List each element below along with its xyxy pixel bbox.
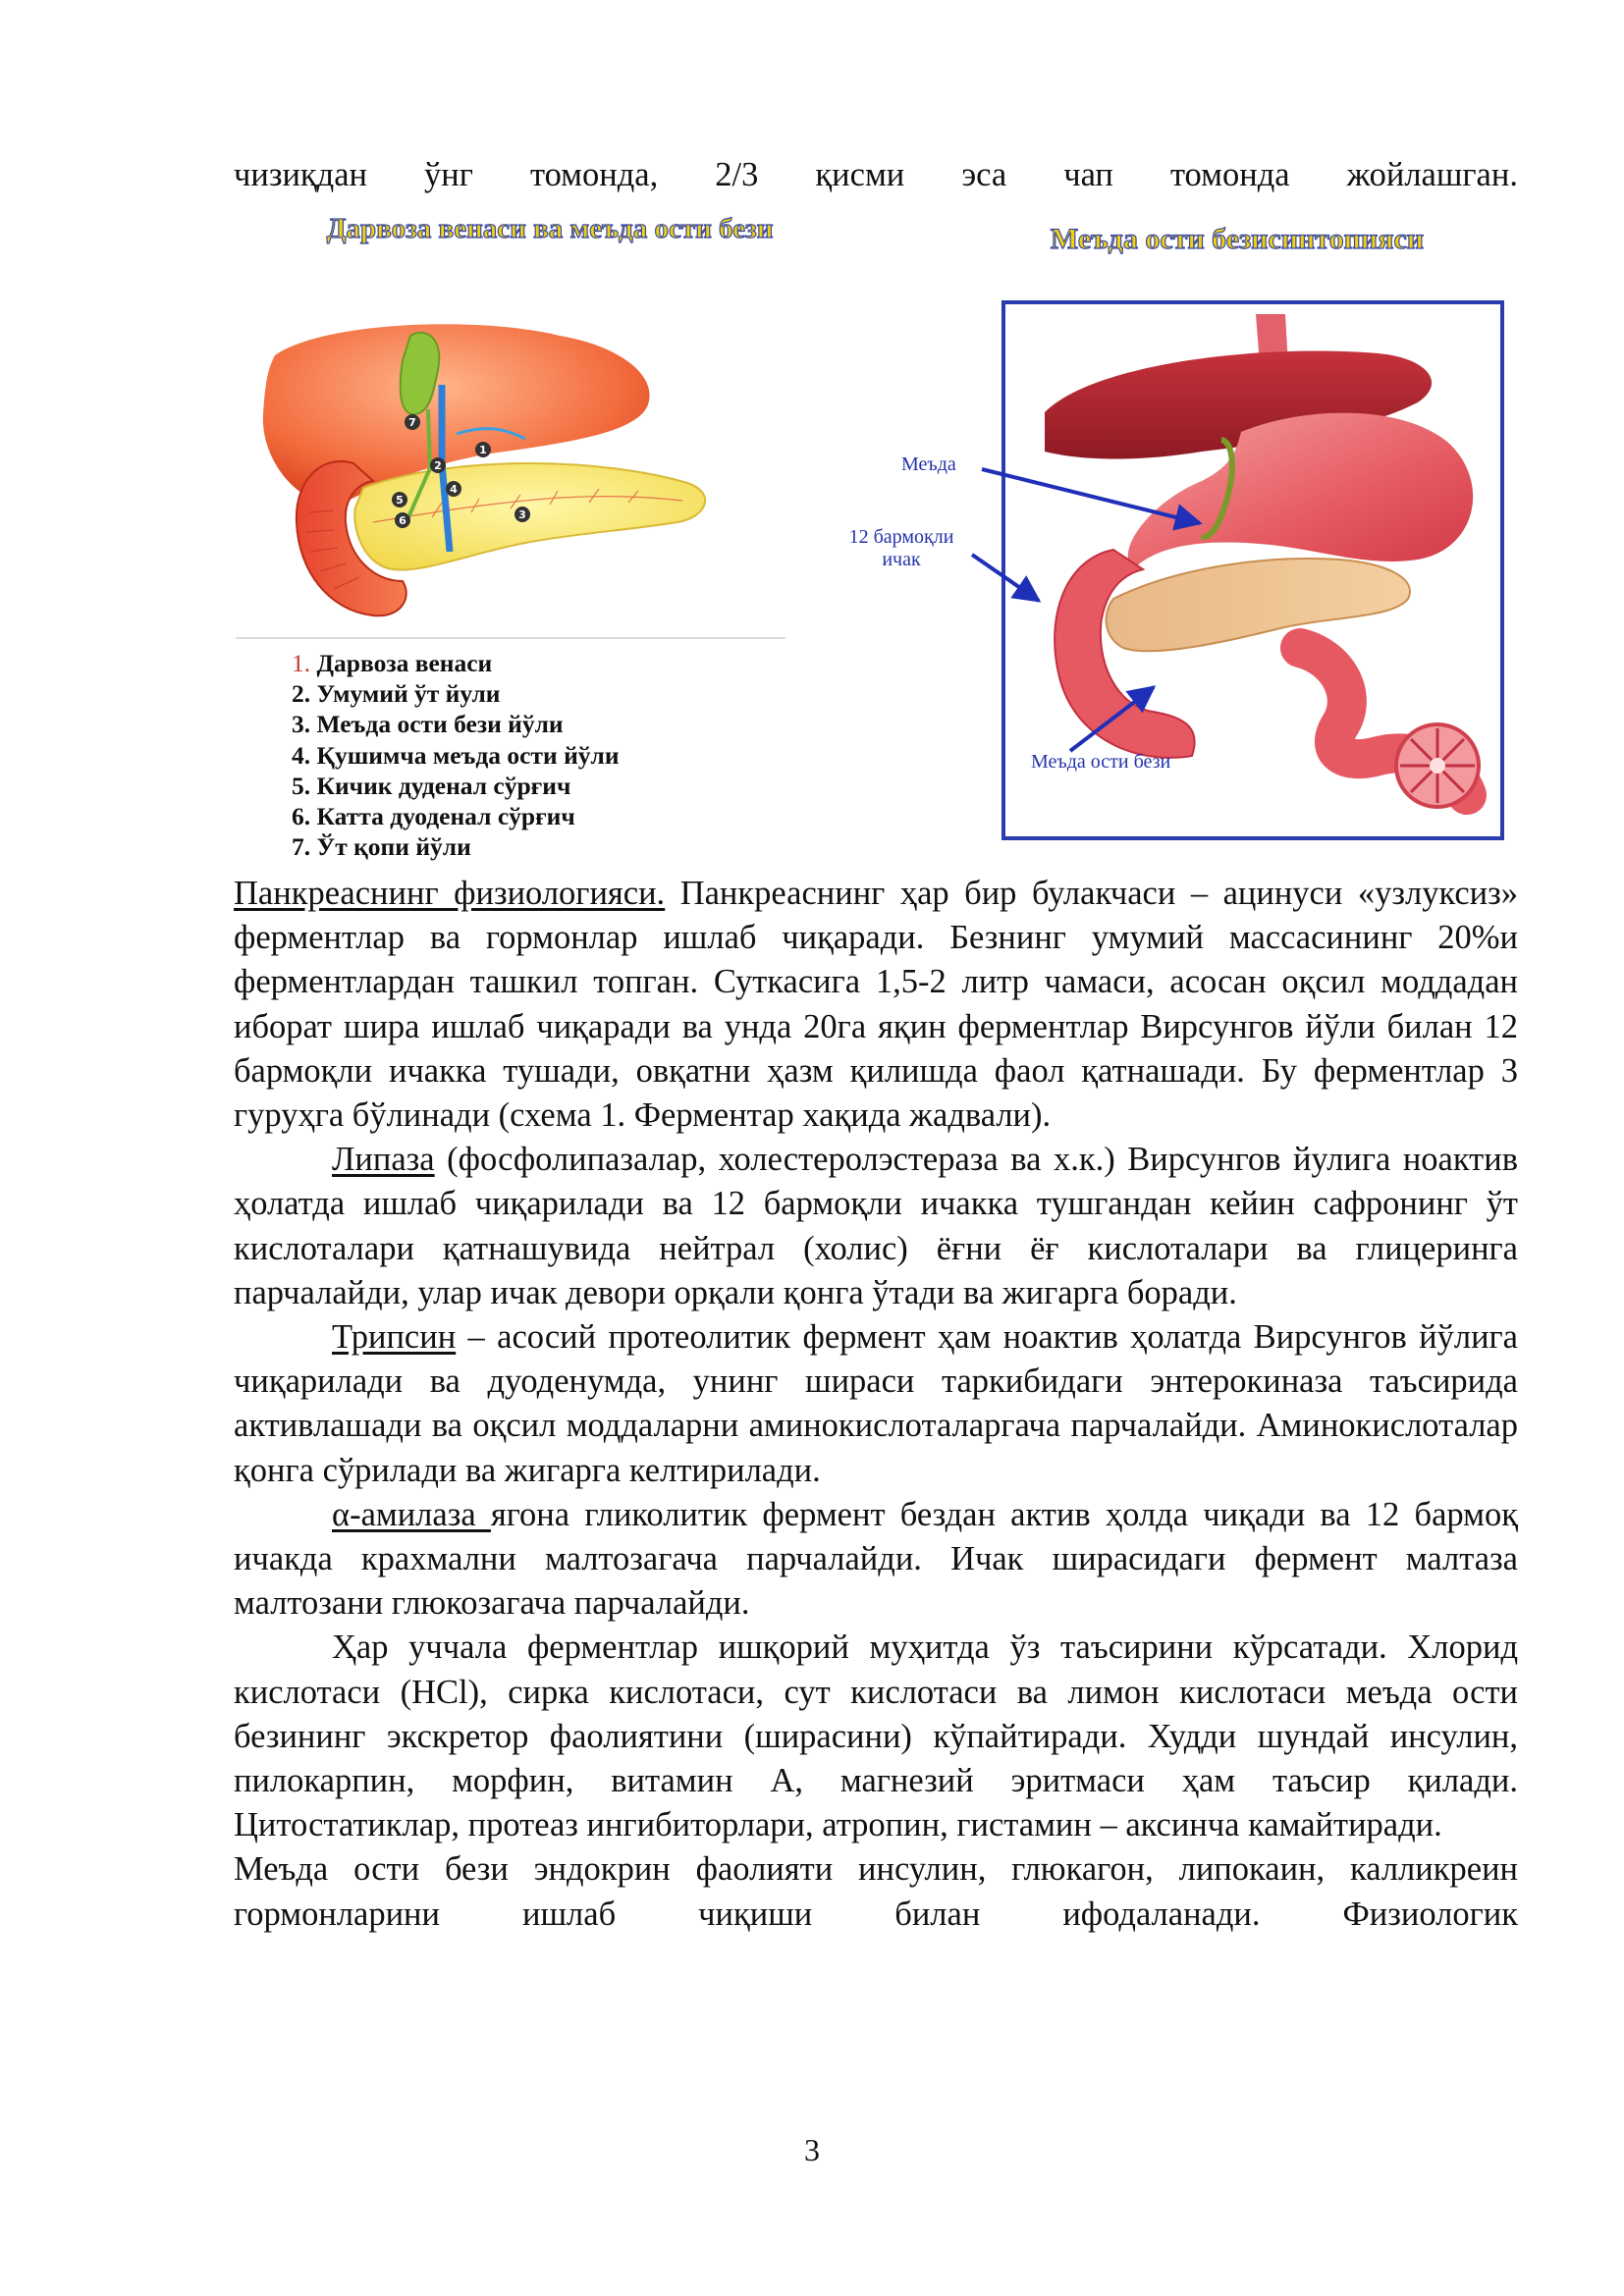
- figure-right-title: Меъда ости безисинтопияси: [1050, 223, 1425, 255]
- paragraph-physiology: Панкреаснинг физиологияси. Панкреаснинг ҳар бир булакчаси – ацинуси «узлуксиз» ферментлар ва гормонлар ишлаб чиқаради. Безнинг умумий массасининг 20%и ферментлардан ташкил топган. Суткасига 1,5-2 литр чамаси, асосан оқсил моддадан иборат шира ишлаб чиқаради ва унда 20га яқин ферментлар Вирсунгов йўли билан 12 бармоқли ичакка тушади, овқатни ҳазм қилишда фаол қатнашади. Бу ферментлар 3 гуруҳга бўлинади (схема 1. Ферментар хақида жадвали).: [234, 875, 1519, 1135]
- word: 2/3: [715, 156, 759, 193]
- svg-text:3: 3: [518, 508, 526, 521]
- callout-pancreas: Меъда ости бези: [1031, 751, 1171, 773]
- section-heading: Панкреаснинг физиологияси.: [234, 875, 666, 912]
- figure-left-title: Дарвоза венаси ва меъда ости бези: [326, 213, 774, 244]
- term-lipase: Липаза: [332, 1141, 435, 1179]
- paragraph-amylase: α-амилаза ягона гликолитик фермент бездан актив ҳолда чиқади ва 12 бармоқ ичакда крахмални малтозагача парчалайди. Ичак ширасидаги фермент малтаза малтозани глюкозагача парчалайди.: [234, 1495, 1518, 1623]
- paragraph-lipase: Липаза (фосфолипазалар, холестеролэстераза ва х.к.) Вирсунгов йулига ноактив ҳолатда ишлаб чиқарилади ва 12 бармоқли ичакка тушгандан кейин сафронинг ўт кислоталари қатнашувида нейтрал (холис) ёғни ёғ кислоталари ва глицеринга парчалайди, улар ичак девори орқали қонга ўтади ва жигарга боради.: [234, 1141, 1518, 1311]
- legend-item: 4. Қушимча меъда ости йўли: [292, 740, 620, 770]
- svg-text:1: 1: [479, 444, 487, 456]
- word: томонда,: [529, 156, 659, 193]
- main-text: [234, 872, 1518, 1937]
- word: жойлашган.: [1346, 156, 1518, 193]
- word: чап: [1063, 156, 1113, 193]
- page-number: 3: [804, 2132, 820, 2167]
- paragraph-enzymes-effect: Ҳар уччала ферментлар ишқорий муҳитда ўз таъсирини кўрсатади. Хлорид кислотаси (HCl), сирка кислотаси, сут кислотаси ва лимон кислотаси меъда ости безининг экскретор фаолиятини (ширасини) кўпайтиради. Худди шундай инсулин, пилокарпин, морфин, витамин А, магнезий эритмаси ҳам таъсир қилади. Цитостатиклар, протеаз ингибиторлари, атропин, гистамин – аксинча камайтиради.: [234, 1629, 1518, 1844]
- legend-item: 3. Меъда ости бези йўли: [292, 710, 564, 739]
- callout-duodenum: 12 бармоқли ичак: [848, 526, 954, 570]
- svg-text:6: 6: [399, 514, 406, 527]
- svg-text:4: 4: [450, 483, 458, 496]
- word: томонда: [1169, 156, 1290, 193]
- legend-item: 7. Ўт қопи йўли: [292, 832, 471, 862]
- legend-item: 6. Катта дуоденал сўрғич: [292, 802, 575, 831]
- term-amylase: α-амилаза: [332, 1495, 491, 1533]
- callout-arrows: [0, 0, 1624, 883]
- legend-item: 2. Умумий ўт йули: [292, 679, 501, 709]
- paragraph-trypsin: Трипсин – асосий протеолитик фермент ҳам ноактив ҳолатда Вирсунгов йўлига чиқарилади ва дуоденумда, унинг шираси таркибидаги энтерокиназа таъсирида активлашади ва оқсил моддаларни аминокислоталаргача парчалайди. Аминокислоталар қонга сўрилади ва жигарга келтирилади.: [234, 1318, 1518, 1489]
- word: эса: [961, 156, 1007, 193]
- callout-stomach: Меъда: [901, 454, 956, 475]
- svg-text:2: 2: [434, 459, 442, 472]
- word: ўнг: [424, 156, 473, 193]
- word: қисми: [815, 156, 905, 193]
- paragraph-endocrine: Меъда ости бези эндокрин фаолияти инсулин, глюкагон, липокаин, калликреин гормонларини ишлаб чиқиши билан ифодаланади. Физиологик: [234, 1850, 1518, 1933]
- word: чизиқдан: [234, 156, 367, 193]
- legend-item: 5. Кичик дуденал сўрғич: [292, 771, 571, 800]
- legend-item: 1. Дарвоза венаси: [292, 649, 493, 677]
- svg-text:5: 5: [396, 494, 404, 507]
- term-trypsin: Трипсин: [332, 1318, 457, 1357]
- svg-text:7: 7: [408, 416, 416, 429]
